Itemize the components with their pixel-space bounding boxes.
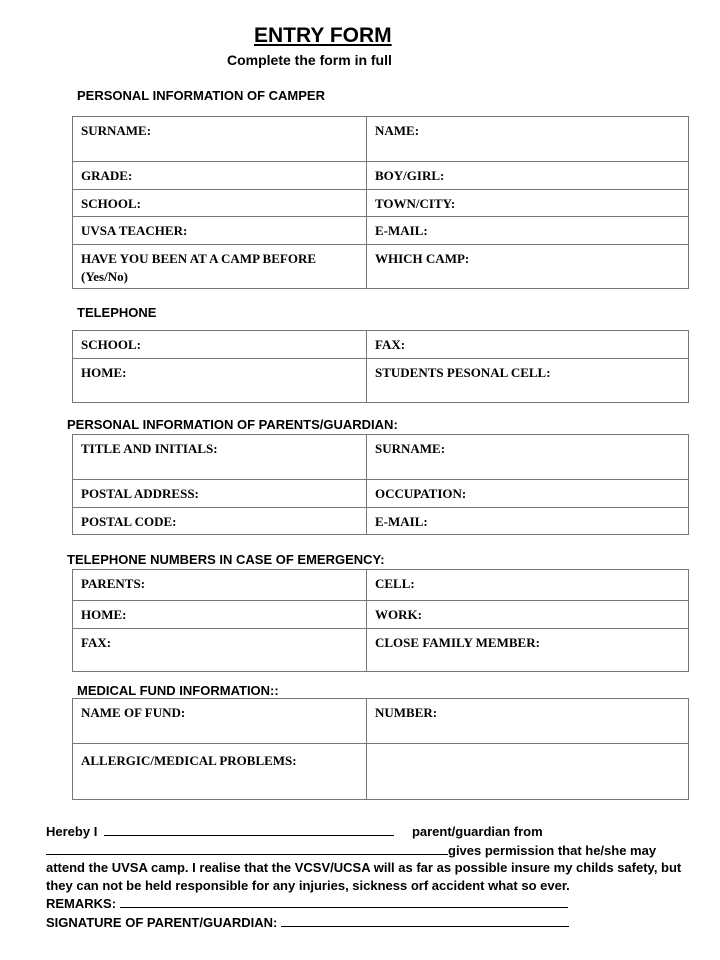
declaration-block	[46, 822, 696, 931]
field-tel-cell[interactable]: STUDENTS PESONAL CELL:	[367, 359, 689, 403]
field-postal-address[interactable]: POSTAL ADDRESS:	[73, 480, 367, 508]
section-heading-medical: MEDICAL FUND INFORMATION::	[77, 683, 279, 698]
field-town-city[interactable]: TOWN/CITY:	[367, 190, 689, 217]
table-row	[73, 435, 689, 480]
declaration-line-1	[46, 822, 696, 841]
table-row	[73, 162, 689, 190]
child-name-blank[interactable]	[46, 841, 448, 855]
section-heading-parents: PERSONAL INFORMATION OF PARENTS/GUARDIAN:	[67, 417, 398, 432]
declaration-body: attend the UVSA camp. I realise that the VCSV/UCSA will as far as possible insure my childs safety, but they can not be held responsible for any injuries, sickness orf accident what so ever.	[46, 860, 682, 893]
table-row	[73, 217, 689, 245]
table-row	[73, 508, 689, 535]
remarks-blank[interactable]	[120, 894, 568, 908]
table-row	[73, 629, 689, 672]
medical-table	[72, 698, 689, 800]
table-row	[73, 245, 689, 289]
field-email[interactable]: E-MAIL:	[367, 217, 689, 245]
table-row	[73, 331, 689, 359]
field-which-camp[interactable]: WHICH CAMP:	[367, 245, 689, 289]
field-grade[interactable]: GRADE:	[73, 162, 367, 190]
table-row	[73, 570, 689, 601]
form-subtitle: Complete the form in full	[227, 52, 392, 68]
field-fund-number[interactable]: NUMBER:	[367, 699, 689, 744]
field-emergency-parents[interactable]: PARENTS:	[73, 570, 367, 601]
table-row	[73, 699, 689, 744]
section-heading-camper: PERSONAL INFORMATION OF CAMPER	[77, 88, 325, 103]
section-heading-telephone: TELEPHONE	[77, 305, 157, 320]
field-surname[interactable]: SURNAME:	[73, 117, 367, 162]
remarks-line	[46, 894, 696, 913]
section-heading-emergency: TELEPHONE NUMBERS IN CASE OF EMERGENCY:	[67, 552, 385, 567]
declaration-line-2	[46, 841, 696, 860]
parent-name-blank[interactable]	[104, 822, 394, 836]
field-emergency-fax[interactable]: FAX:	[73, 629, 367, 672]
table-row	[73, 117, 689, 162]
field-postal-code[interactable]: POSTAL CODE:	[73, 508, 367, 535]
field-tel-fax[interactable]: FAX:	[367, 331, 689, 359]
field-tel-home[interactable]: HOME:	[73, 359, 367, 403]
table-row	[73, 744, 689, 800]
parent-from-label: parent/guardian from	[411, 824, 543, 839]
signature-blank[interactable]	[281, 913, 569, 927]
field-uvsa-teacher[interactable]: UVSA TEACHER:	[73, 217, 367, 245]
field-close-family[interactable]: CLOSE FAMILY MEMBER:	[367, 629, 689, 672]
gives-permission-label: gives permission that he/she may	[448, 842, 657, 858]
parents-info-table	[72, 434, 689, 535]
emergency-table	[72, 569, 689, 672]
remarks-label: REMARKS:	[46, 896, 117, 911]
camper-info-table	[72, 116, 689, 289]
field-allergic-medical[interactable]: ALLERGIC/MEDICAL PROBLEMS:	[73, 744, 367, 800]
field-school[interactable]: SCHOOL:	[73, 190, 367, 217]
field-occupation[interactable]: OCCUPATION:	[367, 480, 689, 508]
field-title-initials[interactable]: TITLE AND INITIALS:	[73, 435, 367, 480]
table-row	[73, 480, 689, 508]
hereby-label: Hereby I	[46, 824, 98, 839]
field-emergency-cell[interactable]: CELL:	[367, 570, 689, 601]
field-emergency-work[interactable]: WORK:	[367, 601, 689, 629]
field-parent-surname[interactable]: SURNAME:	[367, 435, 689, 480]
field-parent-email[interactable]: E-MAIL:	[367, 508, 689, 535]
field-boy-girl[interactable]: BOY/GIRL:	[367, 162, 689, 190]
table-row	[73, 601, 689, 629]
field-camp-before[interactable]: HAVE YOU BEEN AT A CAMP BEFORE (Yes/No)	[73, 245, 367, 289]
table-row	[73, 359, 689, 403]
field-tel-school[interactable]: SCHOOL:	[73, 331, 367, 359]
signature-line	[46, 913, 696, 932]
field-allergic-medical-value[interactable]	[367, 744, 689, 800]
telephone-table	[72, 330, 689, 403]
form-title: ENTRY FORM	[254, 24, 392, 47]
signature-label: SIGNATURE OF PARENT/GUARDIAN:	[46, 914, 278, 930]
field-name[interactable]: NAME:	[367, 117, 689, 162]
field-emergency-home[interactable]: HOME:	[73, 601, 367, 629]
table-row	[73, 190, 689, 217]
field-fund-name[interactable]: NAME OF FUND:	[73, 699, 367, 744]
